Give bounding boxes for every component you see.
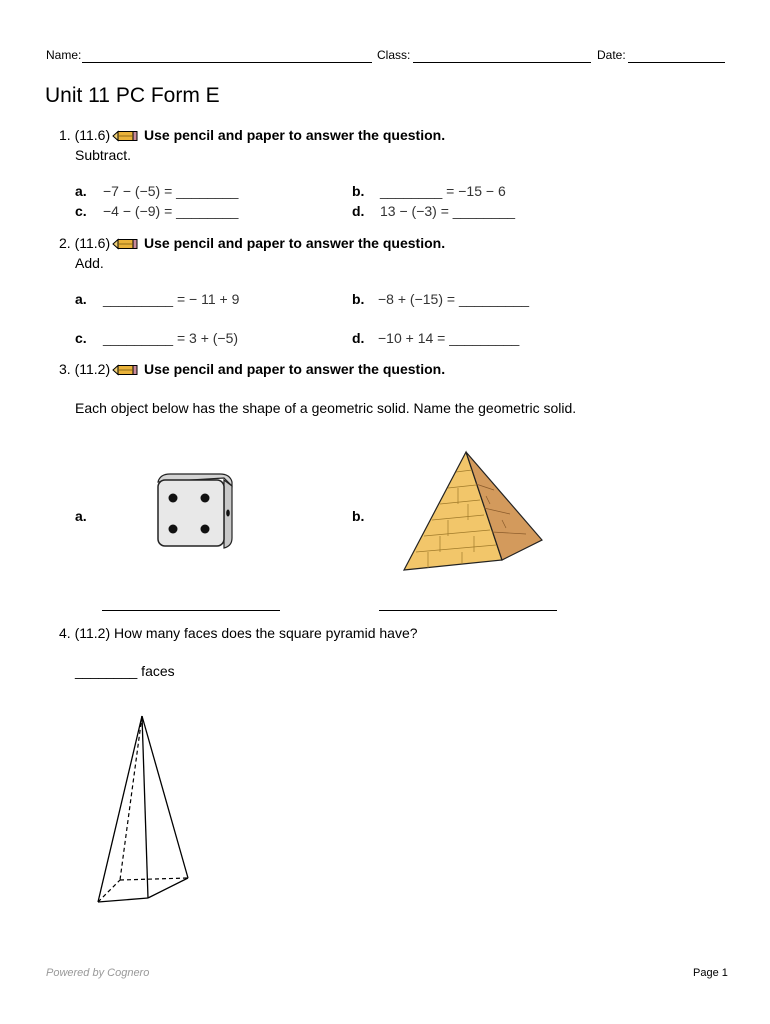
question-1-header <box>59 127 445 145</box>
question-3-instruction: Use pencil and paper to answer the question. <box>144 361 446 377</box>
q2-part-b-label: b. <box>352 291 365 307</box>
q1-part-d-expr: 13 − (−3) = ________ <box>380 203 516 219</box>
question-3-prompt: Each object below has the shape of a geometric solid. Name the geometric solid. <box>75 400 577 416</box>
class-label: Class: <box>377 48 411 62</box>
name-label: Name: <box>46 48 82 62</box>
q1-part-a-expr: −7 − (−5) = ________ <box>103 183 239 199</box>
q2-part-c-label: c. <box>75 330 87 346</box>
q1-part-a-label: a. <box>75 183 87 199</box>
question-3-header <box>59 361 445 379</box>
question-2-number: 2. <box>59 235 71 251</box>
q2-part-a-label: a. <box>75 291 87 307</box>
q2-part-b-expr: −8 + (−15) = _________ <box>378 291 530 307</box>
name-field[interactable] <box>82 62 372 63</box>
question-2-header <box>59 235 445 253</box>
question-1-instruction: Use pencil and paper to answer the question. <box>144 127 446 143</box>
q3-part-a-answer-line[interactable] <box>102 610 280 611</box>
q2-part-a-expr: _________ = − 11 + 9 <box>103 291 240 307</box>
q1-part-b-label: b. <box>352 183 365 199</box>
q3-part-b-answer-line[interactable] <box>379 610 557 611</box>
q2-part-d-expr: −10 + 14 = _________ <box>378 330 520 346</box>
pencil-icon <box>112 237 138 253</box>
question-4-text: How many faces does the square pyramid have? <box>114 625 418 641</box>
q1-part-b-expr: ________ = −15 − 6 <box>380 183 506 199</box>
pencil-icon <box>112 363 138 379</box>
question-2-prompt: Add. <box>75 255 104 271</box>
pyramid-icon <box>398 448 546 574</box>
q1-part-d-label: d. <box>352 203 365 219</box>
class-field[interactable] <box>413 62 591 63</box>
question-4-answer: ________ faces <box>75 663 175 679</box>
q2-part-d-label: d. <box>352 330 365 346</box>
date-label: Date: <box>597 48 626 62</box>
question-4-number: 4. <box>59 625 71 641</box>
pencil-icon <box>112 129 138 145</box>
question-3-number: 3. <box>59 361 71 377</box>
question-3-ref: (11.2) <box>74 361 111 377</box>
date-field[interactable] <box>628 62 725 63</box>
question-4-header <box>59 625 418 641</box>
die-cube-icon <box>150 468 242 552</box>
q2-part-c-expr: _________ = 3 + (−5) <box>103 330 239 346</box>
question-1-ref: (11.6) <box>74 127 111 143</box>
page-number: Page 1 <box>693 967 728 979</box>
question-2-ref: (11.6) <box>74 235 111 251</box>
question-1-prompt: Subtract. <box>75 147 132 163</box>
q1-part-c-label: c. <box>75 203 87 219</box>
question-2-instruction: Use pencil and paper to answer the question. <box>144 235 446 251</box>
square-pyramid-icon <box>94 712 196 906</box>
question-4-ref: (11.2) <box>74 625 111 641</box>
question-1-number: 1. <box>59 127 71 143</box>
powered-by: Powered by Cognero <box>46 967 150 979</box>
page-title: Unit 11 PC Form E <box>45 84 220 107</box>
q3-part-b-label: b. <box>352 508 365 524</box>
q1-part-c-expr: −4 − (−9) = ________ <box>103 203 239 219</box>
q3-part-a-label: a. <box>75 508 87 524</box>
